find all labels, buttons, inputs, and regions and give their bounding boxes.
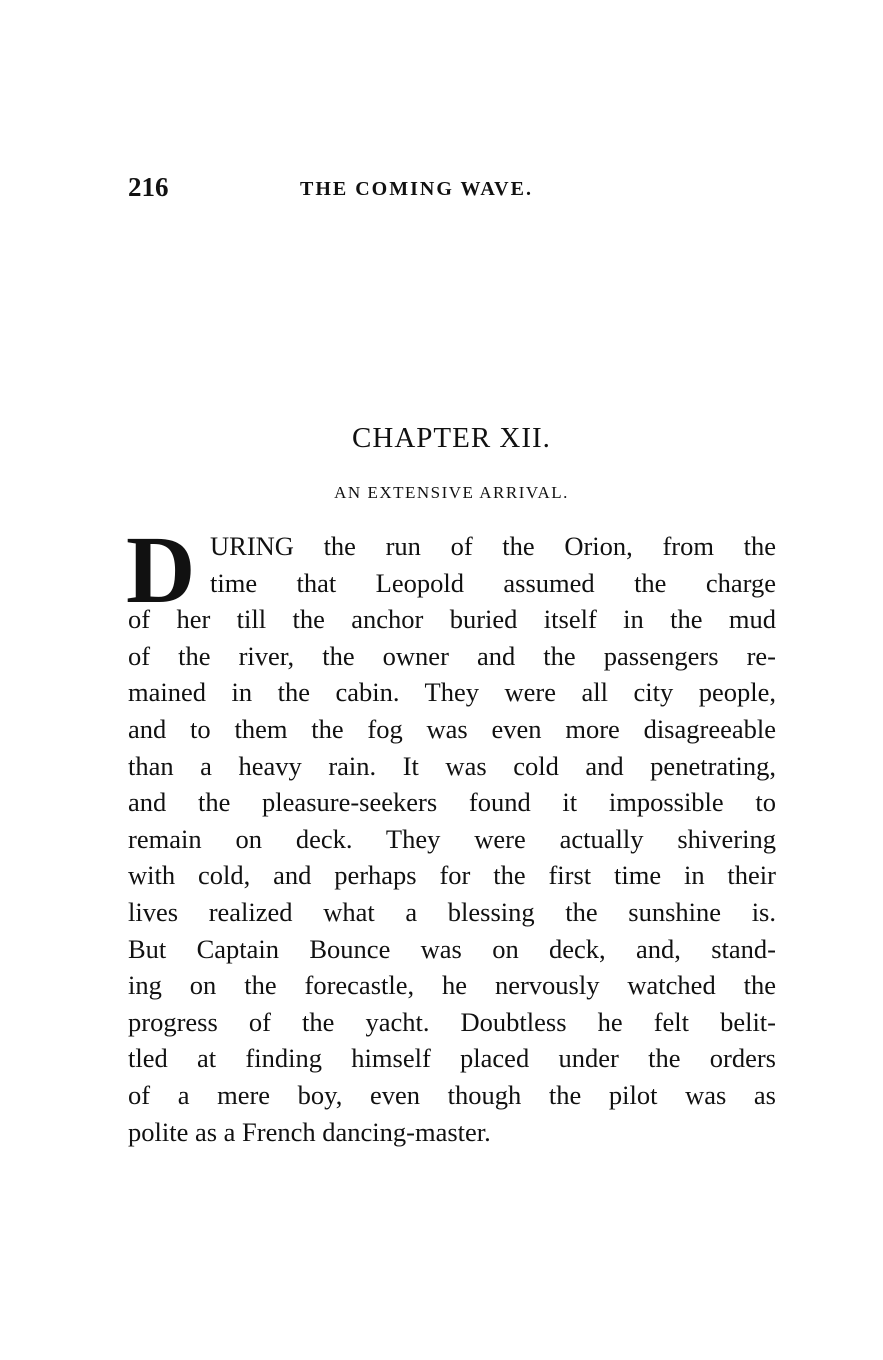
text-line: and to them the fog was even more disagreeable: [128, 713, 776, 744]
text-line: But Captain Bounce was on deck, and, stand-: [128, 933, 776, 964]
text-line: mained in the cabin. They were all city people,: [128, 677, 776, 708]
chapter-title: CHAPTER XII.: [352, 422, 551, 454]
text-line: with cold, and perhaps for the first time in their: [128, 860, 776, 891]
text-line: lives realized what a blessing the sunshine is.: [128, 896, 776, 927]
running-header: [128, 172, 778, 206]
text-line: than a heavy rain. It was cold and penetrating,: [128, 750, 776, 781]
running-title: THE COMING WAVE.: [300, 178, 533, 200]
text-line: of her till the anchor buried itself in the mud: [128, 604, 776, 635]
text-line: and the pleasure-seekers found it impossible to: [128, 787, 776, 818]
text-line: URING the run of the Orion, from the: [210, 531, 776, 561]
text-line: tled at finding himself placed under the orders: [128, 1043, 776, 1074]
text-line: time that Leopold assumed the charge: [210, 567, 776, 598]
text-line: of the river, the owner and the passengers re-: [128, 640, 776, 671]
drop-cap: D: [126, 516, 196, 623]
text-line: of a mere boy, even though the pilot was as: [128, 1079, 776, 1110]
text-line: ing on the forecastle, he nervously watched the: [128, 970, 776, 1001]
text-line: remain on deck. They were actually shivering: [128, 823, 776, 854]
body-text: [126, 516, 776, 1150]
page-number: 216: [128, 172, 169, 202]
chapter-subtitle: AN EXTENSIVE ARRIVAL.: [334, 483, 569, 502]
text-line: progress of the yacht. Doubtless he felt belit-: [128, 1006, 776, 1037]
text-line: polite as a French dancing-master.: [128, 1116, 491, 1147]
